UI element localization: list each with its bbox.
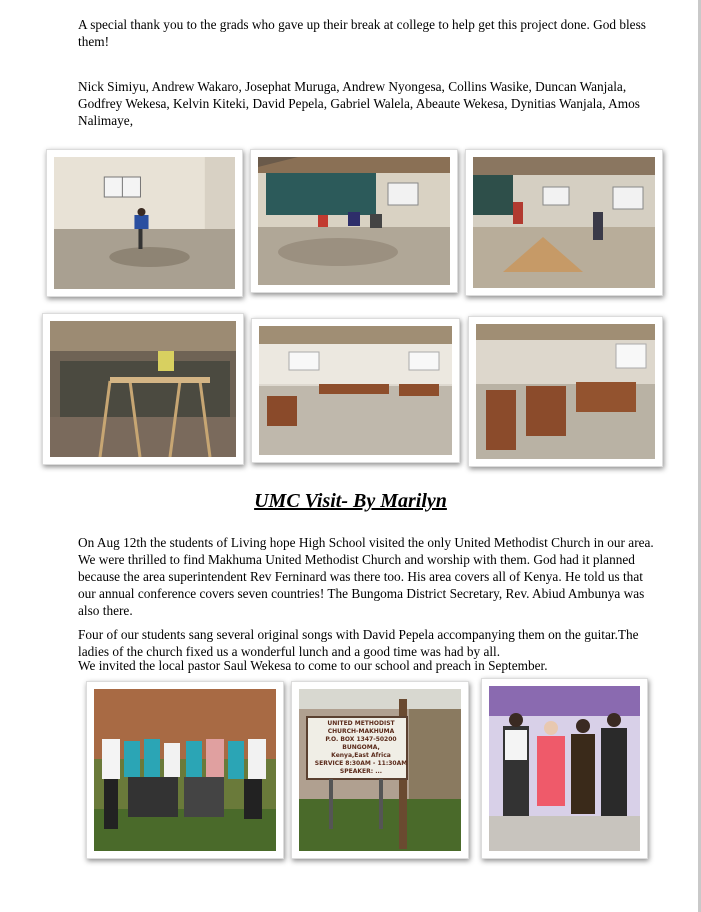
photo-classroom-blackboard (250, 149, 458, 293)
photo-church-sign (291, 681, 469, 859)
visit-paragraph-2: Four of our students sang several original songs with David Pepela accompanying them on the guitar.The ladies of the church fixed us a wonderful lunch and a good time was had by all. (78, 627, 639, 659)
photo-scaffold-wall (42, 313, 244, 465)
sign-line-6: SERVICE 8:30AM - 11:30AM (314, 760, 408, 767)
photo-classroom-sand-pile (465, 149, 663, 296)
sign-line-2: CHURCH-MAKHUMA (327, 728, 395, 735)
sign-line-4: BUNGOMA, (342, 744, 380, 751)
thanks-intro: A special thank you to the grads who gave up their break at college to help get this project done. God bless them! (78, 17, 646, 49)
sign-line-5: Kenya,East Africa (331, 752, 391, 759)
sign-text (309, 720, 413, 776)
photo-classroom-rows (468, 316, 663, 467)
photo-classroom-digging (46, 149, 243, 297)
photo-pastors-handshake (481, 678, 648, 859)
photo-finished-classroom-desks (251, 318, 460, 463)
section-heading: UMC Visit- By Marilyn (254, 490, 447, 512)
sign-line-3: P.O. BOX 1347-50200 (325, 736, 397, 743)
grads-names: Nick Simiyu, Andrew Wakaro, Josephat Muruga, Andrew Nyongesa, Collins Wasike, Duncan Wanjala, Godfrey Wekesa, Kelvin Kiteki, David Pepela, Gabriel Walela, Abeaute Wekesa, Dynitias Wanjala, Amos Nalimaye, (78, 79, 640, 128)
sign-line-7: SPEAKER: ... (339, 768, 383, 775)
sign-line-1: UNITED METHODIST (327, 720, 395, 727)
photo-students-group (86, 681, 284, 859)
visit-paragraph-1: On Aug 12th the students of Living hope High School visited the only United Methodist Church in our area. We were thrilled to find Makhuma United Methodist Church and worship with them. God had it planned because the area superintendent Rev Ferninard was there too. His area covers all of Kenya. He told us that our annual conference covers seven countries! The Bungoma District Secretary, Rev. Abiud Ambunya was also there. (78, 535, 654, 618)
visit-paragraph-3: We invited the local pastor Saul Wekesa to come to our school and preach in September. (78, 658, 548, 673)
